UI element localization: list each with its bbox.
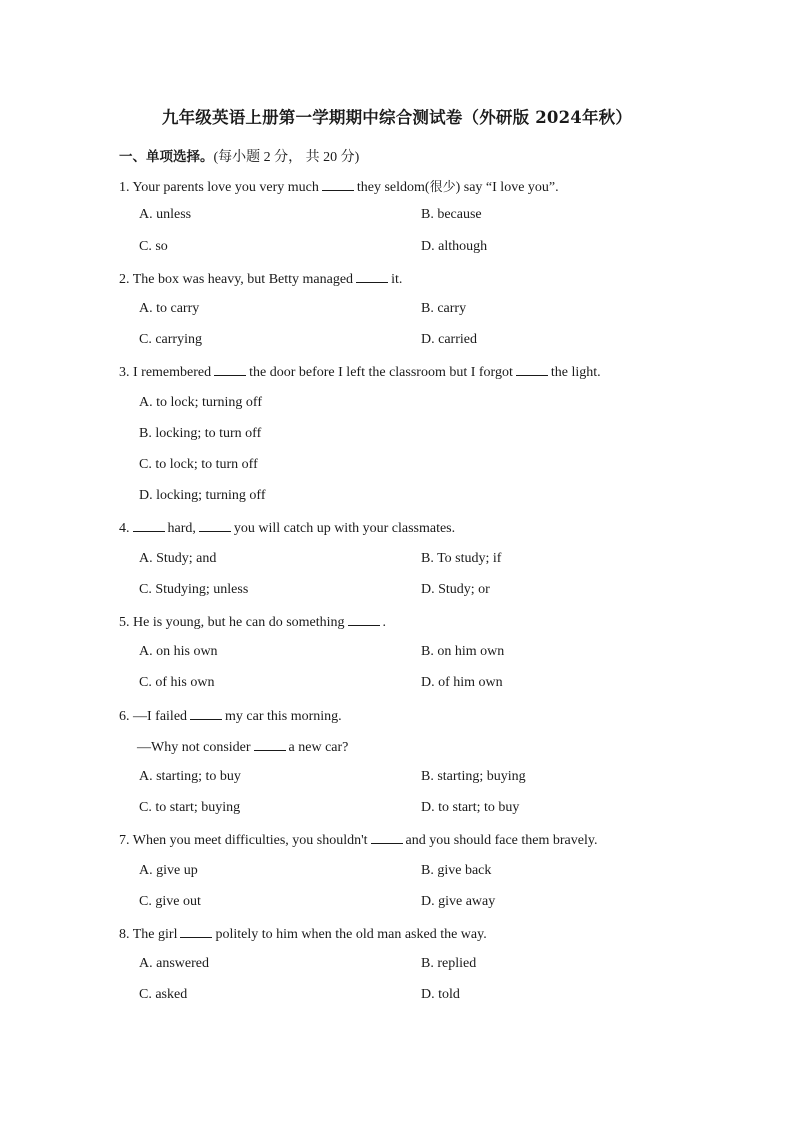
question-5	[119, 613, 386, 631]
option-c: C. to start; buying	[139, 800, 241, 815]
answer-blank	[190, 707, 222, 720]
option-c: C. asked	[139, 987, 188, 1002]
question-text: ) say “I love you”.	[455, 180, 559, 195]
option-a: A. unless	[139, 207, 192, 222]
option-a: A. answered	[139, 956, 209, 971]
question-text: 5. He is young, but he can do something	[119, 615, 345, 630]
option-b: B. locking; to turn off	[139, 426, 262, 441]
option-d: D. to start; to buy	[421, 800, 520, 815]
question-text: .	[382, 615, 387, 630]
option-b: B. starting; buying	[421, 769, 526, 784]
question-1	[119, 176, 559, 196]
question-6-reply	[137, 738, 348, 756]
answer-blank	[180, 925, 212, 938]
question-text: hard,	[167, 521, 196, 536]
answer-blank	[199, 519, 231, 532]
question-3	[119, 363, 601, 381]
question-7	[119, 831, 597, 849]
answer-blank	[322, 178, 354, 191]
question-8	[119, 925, 487, 943]
question-text: —Why not consider	[137, 740, 251, 755]
option-c: C. carrying	[139, 332, 202, 347]
option-d: D. carried	[421, 332, 477, 347]
question-text: you will catch up with your classmates.	[233, 521, 456, 536]
option-d: D. locking; turning off	[139, 488, 266, 503]
question-text: the door before I left the classroom but I forgot	[249, 365, 513, 380]
option-c: C. Studying; unless	[139, 582, 249, 597]
option-a: A. give up	[139, 863, 198, 878]
question-4	[119, 519, 455, 537]
answer-blank	[348, 613, 380, 626]
section-note: (每小题 2 分， 共 20 分)	[213, 150, 360, 165]
question-text: my car this morning.	[225, 709, 342, 724]
question-6	[119, 707, 342, 725]
option-a: A. to carry	[139, 301, 200, 316]
question-text: 4.	[119, 521, 130, 536]
question-text: it.	[391, 272, 403, 287]
option-b: B. because	[421, 207, 482, 222]
option-b: B. replied	[421, 956, 477, 971]
option-c: C. give out	[139, 894, 201, 909]
question-text: the light.	[550, 365, 601, 380]
option-d: D. although	[421, 239, 488, 254]
question-text: 2. The box was heavy, but Betty managed	[119, 272, 354, 287]
answer-blank	[254, 738, 286, 751]
option-a: A. Study; and	[139, 551, 217, 566]
option-a: A. on his own	[139, 644, 218, 659]
option-a: A. to lock; turning off	[139, 395, 263, 410]
answer-blank	[356, 270, 388, 283]
question-text: they seldom(	[356, 180, 430, 195]
option-b: B. To study; if	[421, 551, 502, 566]
question-text: 8. The girl	[119, 927, 178, 942]
section-heading	[119, 145, 359, 166]
question-text: 6. —I failed	[119, 709, 188, 724]
option-b: B. give back	[421, 863, 492, 878]
option-c: C. of his own	[139, 675, 215, 690]
question-2	[119, 270, 402, 288]
answer-blank	[133, 519, 165, 532]
option-d: D. of him own	[421, 675, 503, 690]
question-text: politely to him when the old man asked the way.	[215, 927, 487, 942]
section-label: 一、单项选择。	[119, 149, 214, 165]
option-b: B. on him own	[421, 644, 505, 659]
question-text-cn: 很少	[429, 180, 456, 195]
answer-blank	[371, 831, 403, 844]
question-text: 3. I remembered	[119, 365, 212, 380]
option-b: B. carry	[421, 301, 467, 316]
option-d: D. give away	[421, 894, 496, 909]
question-text: 1. Your parents love you very much	[119, 180, 319, 195]
exam-title: 九年级英语上册第一学期期中综合测试卷（外研版 2024年秋）	[161, 108, 633, 127]
option-c: C. so	[139, 239, 168, 254]
question-text: and you should face them bravely.	[405, 833, 598, 848]
option-c: C. to lock; to turn off	[139, 457, 258, 472]
question-text: 7. When you meet difficulties, you shouldn't	[119, 833, 368, 848]
answer-blank	[516, 363, 548, 376]
question-text: a new car?	[288, 740, 349, 755]
option-d: D. Study; or	[421, 582, 490, 597]
option-a: A. starting; to buy	[139, 769, 241, 784]
answer-blank	[214, 363, 246, 376]
option-d: D. told	[421, 987, 460, 1002]
